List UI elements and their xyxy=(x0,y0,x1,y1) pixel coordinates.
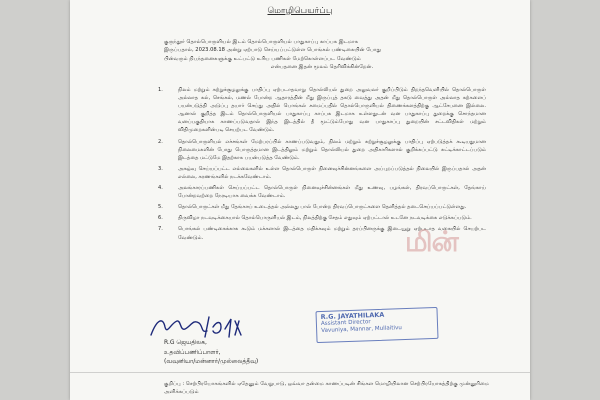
intro-line: என்பதனை இதன் மூலம் தெரிவிக்கின்றேன். xyxy=(270,64,374,71)
divider xyxy=(70,372,530,373)
list-item xyxy=(156,86,486,135)
list-item-text: தொல்பொருட்கள் மீது தேங்காய் உடைத்தல் அல்லது பால் போன்ற திரவப்பொருட்களை தெளித்தல் தடைசெய்யப்பட்டுள்ளது. xyxy=(178,204,467,211)
signatory-block xyxy=(164,338,258,367)
list-item-number: 6. xyxy=(158,215,163,222)
list-item-number: 2. xyxy=(158,138,163,145)
list-item-text: அகழ்வு செய்யப்பட்ட எல்லைகளில் உள்ள தொல்பொருள் நினைவுச்சின்னங்களை அப்புறப்படுத்தல் நிலையில் இருப்பதால் அதன் எல்லை, கரணங்களில் நடக்கவேண்டாம். xyxy=(178,165,486,180)
list-item xyxy=(156,184,486,200)
list-item-text: நிலம் மற்றும் சுற்றுச்சூழலுக்கு பாதிப்பு ஏற்படாதவாறு தொல்லியல் துறை அலுவலர் குறிப்பிடும் திறந்தவெளியில் தொல்பொருள் அல்லாத கல், செங்கல், மணல் போன்ற ஆதாரத்தின் மீது இருப்புத் தகடு வைத்து அதன் மீது தொல்பொருள் அல்லாத கற்களைப் பயன்படுத்தி அடுப்பு தயார் செய்து அதில் பொங்கல் சமைப்பதில் தொல்பொருளியல் திணைக்களத்திற்கு ஆட்சேபனை இல்லை. ஆனால் குறித்த இடம் தொல்பொருளியல் பாதுகாப்பு காப்பக இடமாக உள்ளதுடன் வன பாதுகாப்பு துறைக்கு சொந்தமான வனப்பகுதியாக காணப்படுவதால் இந்த இடத்தில் தீ மூட்டும்போது வன பாதுகாப்பு துறையின் சட்டவிதிகள் மற்றும் விதிமுறைகளின்படி செயற்பட வேண்டும். xyxy=(178,87,486,134)
document-page xyxy=(70,0,530,400)
list-item-number: 4. xyxy=(158,185,163,192)
footnote: குறிப்பு : செற்பிரயோகங்களில் ஏதேனும் வேறுபாடு, ஒவ்வா தன்மை காணப்படின் சிங்கள மொழியிலான செற்பிரயோகத்திற்கு முன்னுரிமை அளிக்கப்படும் xyxy=(164,381,490,396)
signatory-office: (வவுனியா/மன்னார்/முல்லைத்தீவு) xyxy=(164,358,259,365)
list-item xyxy=(156,214,486,222)
stamp-line: Vavuniya, Mannar, Mullaitivu xyxy=(321,325,403,335)
intro-paragraph xyxy=(164,38,480,72)
list-item-text: பொங்கல் பண்டிகைக்காக கூடும் மக்களால் இடத்தை மதிக்கவும் மற்றும் தரப்பினருக்கு இடையூறு ஏற்படாத வகையில் செயற்பட வேண்டும். xyxy=(178,226,486,241)
publisher-watermark: மின் xyxy=(405,225,458,258)
list-item xyxy=(156,165,486,181)
list-item-number: 1. xyxy=(158,87,163,93)
intro-line: குருந்தூர் தொல்பொருளியல் இடம் தொல்பொருளியல் பாதுகாப்பு காப்பக இடமாக xyxy=(164,39,359,45)
list-item-number: 3. xyxy=(158,165,163,172)
intro-line: இருப்பதால், 2023.08.18 அன்று ஏற்பாடு செய்யப்பட்டுள்ள பொங்கல் பண்டிகையின் போது xyxy=(164,47,382,54)
document-header-title: மொழிபெயர்ப்பு xyxy=(267,6,333,16)
list-item-number: 5. xyxy=(158,204,163,211)
list-item xyxy=(156,203,486,211)
list-item-text: அலங்காரப்பணிகள் செய்யப்பட்ட தொல்பொருள் நினைவுச்சின்னங்கள் மீது உணவு, பழங்கள், திரவப்பொருட்கள், தேங்காய் போன்றவற்றை நேரடியாக வைக்க வேண்டாம். xyxy=(178,185,486,200)
handwritten-signature xyxy=(147,313,255,341)
list-item-number: 7. xyxy=(158,226,163,233)
stamp-line: R.G. JAYATHILAKA xyxy=(320,310,385,321)
list-item xyxy=(156,138,486,162)
stamp-line: Assistant Director xyxy=(320,319,371,328)
signatory-title: உதவிப்பணிப்பாளர், xyxy=(164,348,221,356)
official-stamp xyxy=(315,307,438,343)
intro-line: பின்வரும் நிபந்தனைகளுக்கு உட்பட்டு உரிய பணிகள் மேற்கொள்ளப்பட வேண்டும் xyxy=(164,55,361,62)
conditions-list xyxy=(156,86,486,243)
signatory-name: R.G ஜெயதிலக, xyxy=(164,339,207,346)
list-item-text: தொல்பொருளியல் எச்சங்கள் மேற்பரப்பில் காணப்படுவதும், நிலம் மற்றும் சுற்றுச்சூழலுக்கு பாதிப்பு ஏற்படுத்தக் கூடியதுமான நிலைமைகளின் போது பொருத்தமான இடத்திலும் மற்றும் தொல்லியல் துறை அதிகாரிகளால் குறிக்கப்பட்டு சுட்டிக்காட்டப்படும் இடத்தை மட்டுமே இதற்காக பயன்படுத்த வேண்டும். xyxy=(178,138,486,161)
list-item-text: திருவிழா நடவடிக்கையால் தொல்பொருளியல் இடம், நிலத்திற்கு சேதம் எதுவும் ஏற்பட்டால் உடனே நடவடிக்கை எடுக்கப்படும். xyxy=(178,215,472,222)
